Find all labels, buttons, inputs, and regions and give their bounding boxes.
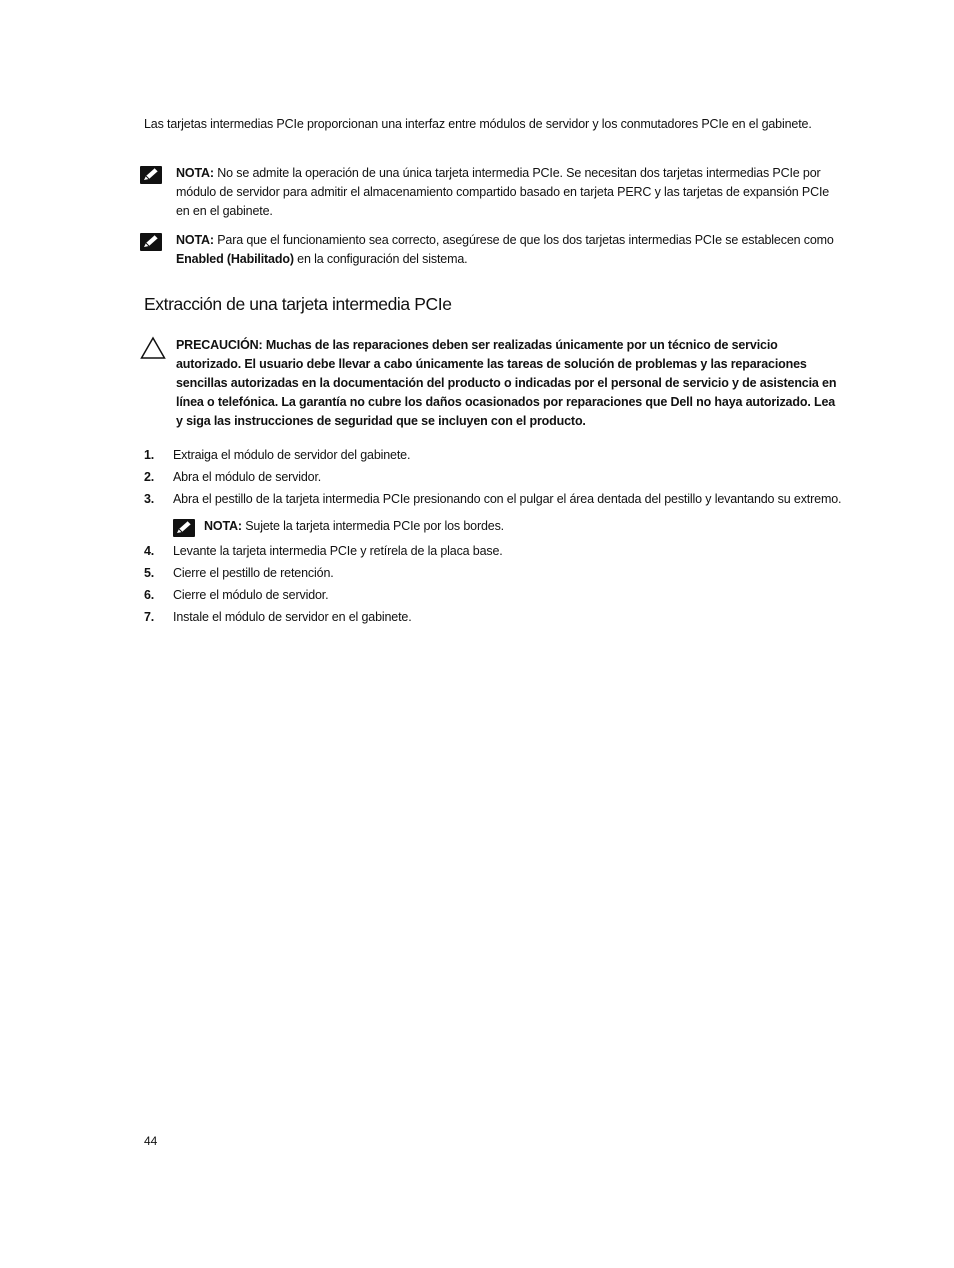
note-label: NOTA: bbox=[176, 233, 214, 247]
note-label: NOTA: bbox=[176, 166, 214, 180]
caution-block bbox=[140, 336, 840, 431]
step-number: 6. bbox=[144, 588, 155, 602]
step-text: Levante la tarjeta intermedia PCIe y retírela de la placa base. bbox=[173, 544, 503, 558]
step-text: Cierre el pestillo de retención. bbox=[173, 566, 334, 580]
note-2 bbox=[140, 231, 840, 269]
note-pencil-icon bbox=[140, 233, 162, 251]
note-1 bbox=[140, 164, 840, 221]
step-number: 7. bbox=[144, 610, 155, 624]
list-item bbox=[144, 468, 844, 487]
note-pencil-icon bbox=[173, 519, 195, 537]
step-3-note bbox=[144, 517, 844, 536]
caution-text: PRECAUCIÓN: Muchas de las reparaciones deben ser realizadas únicamente por un técnico de servicio autorizado. El usuario debe llevar a cabo únicamente las tareas de solución de problemas y las reparaciones sencillas autorizadas en la documentación del producto o indicadas por el personal de servicio y de asistencia en línea o telefónica. La garantía no cubre los daños ocasionados por reparaciones que Dell no haya autorizado. Lea y siga las instrucciones de seguridad que se incluyen con el producto. bbox=[176, 338, 837, 428]
step-number: 1. bbox=[144, 448, 155, 462]
section-heading: Extracción de una tarjeta intermedia PCIe bbox=[144, 294, 452, 314]
list-item bbox=[144, 490, 844, 509]
step-number: 5. bbox=[144, 566, 155, 580]
page-number: 44 bbox=[144, 1134, 158, 1148]
list-item bbox=[144, 542, 844, 561]
note-text: Sujete la tarjeta intermedia PCIe por los bordes. bbox=[241, 519, 504, 533]
note-pencil-icon bbox=[140, 166, 162, 184]
step-number: 3. bbox=[144, 492, 155, 506]
note-label: NOTA: bbox=[204, 519, 242, 533]
step-number: 4. bbox=[144, 544, 155, 558]
note-text: No se admite la operación de una única tarjeta intermedia PCIe. Se necesitan dos tarjetas intermedias PCIe por módulo de servidor para admitir el almacenamiento compartido basado en tarjeta PERC y las tarjetas de expansión PCIe en en el gabinete. bbox=[176, 166, 830, 218]
list-item bbox=[144, 586, 844, 605]
intro-paragraph: Las tarjetas intermedias PCIe proporcionan una interfaz entre módulos de servidor y los conmutadores PCIe en el gabinete. bbox=[144, 117, 812, 131]
note-text: Para que el funcionamiento sea correcto, asegúrese de que los dos tarjetas intermedias PCIe se establecen como bbox=[213, 233, 834, 247]
list-item bbox=[144, 446, 844, 465]
setting-value: Enabled (Habilitado) bbox=[176, 252, 294, 266]
list-item bbox=[144, 564, 844, 583]
step-text: Instale el módulo de servidor en el gabinete. bbox=[173, 610, 412, 624]
note-text-end: en la configuración del sistema. bbox=[293, 252, 468, 266]
step-text: Abra el pestillo de la tarjeta intermedia PCIe presionando con el pulgar el área dentada del pestillo y levantando su extremo. bbox=[173, 492, 842, 506]
step-text: Cierre el módulo de servidor. bbox=[173, 588, 329, 602]
steps-list bbox=[144, 446, 844, 630]
step-text: Extraiga el módulo de servidor del gabinete. bbox=[173, 448, 411, 462]
caution-triangle-icon bbox=[140, 336, 166, 360]
list-item bbox=[144, 608, 844, 627]
step-number: 2. bbox=[144, 470, 155, 484]
step-text: Abra el módulo de servidor. bbox=[173, 470, 322, 484]
